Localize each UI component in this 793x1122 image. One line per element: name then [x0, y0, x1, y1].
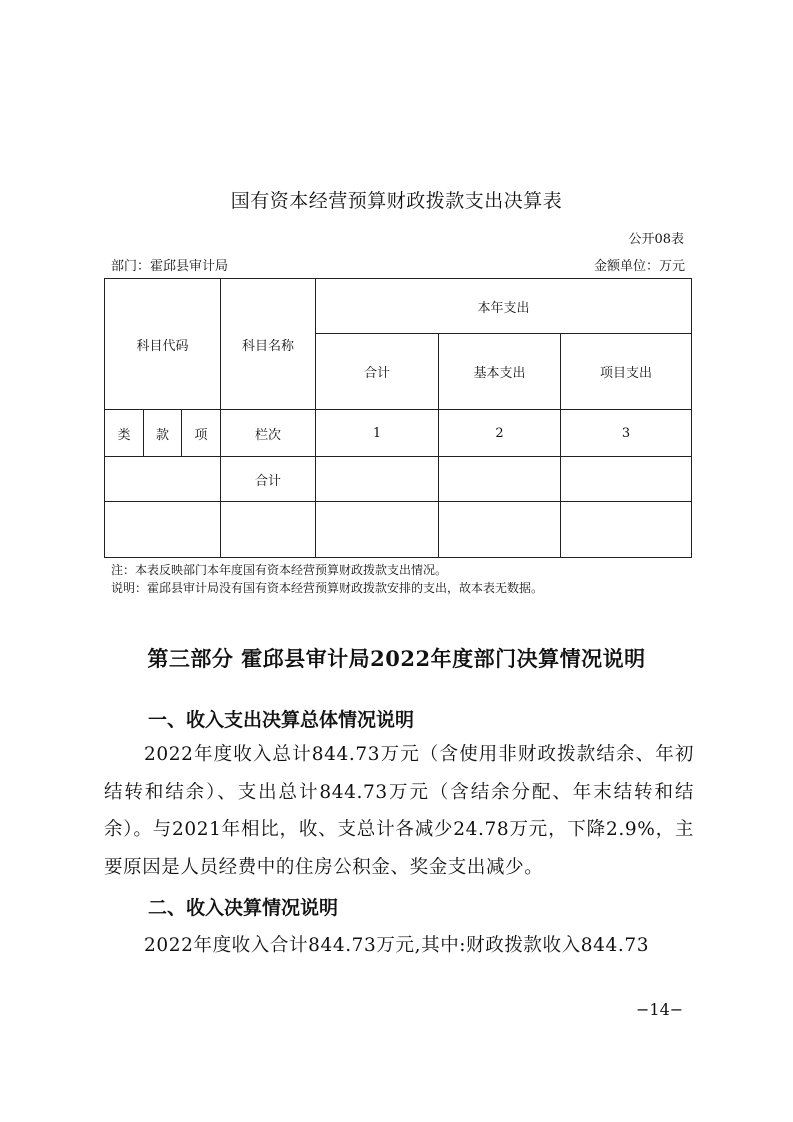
index-3: 3 — [561, 410, 692, 457]
sub-kuan: 款 — [144, 410, 182, 457]
paragraph-1: 2022年度收入总计844.73万元（含使用非财政拨款结余、年初结转和结余）、支出总计844.73万元（含结余分配、年末结转和结余）。与2021年相比，收、支总计各减少24.78万元，下降2.9%，主要原因是人员经费中的住房公积金、奖金支出减少。 — [104, 744, 694, 878]
expense-table — [104, 278, 692, 558]
index-1: 1 — [316, 410, 439, 457]
note-text: 注：本表反映部门本年度国有资本经营预算财政拨款支出情况。 — [111, 563, 448, 577]
explain-text: 说明：霍邱县审计局没有国有资本经营预算财政拨款安排的支出，故本表无数据。 — [111, 581, 544, 595]
index-2: 2 — [439, 410, 561, 457]
row-index-label: 栏次 — [221, 410, 316, 457]
heading-2: 二、收入决算情况说明 — [148, 897, 339, 919]
sub-lei: 类 — [105, 410, 144, 457]
header-subject-code: 科目代码 — [105, 279, 221, 410]
table-row — [105, 457, 692, 502]
header-basic: 基本支出 — [439, 334, 561, 410]
row-total-label: 合计 — [221, 457, 316, 502]
department-label: 部门：霍邱县审计局 — [111, 259, 229, 274]
sub-xiang: 项 — [182, 410, 221, 457]
table-title: 国有资本经营预算财政拨款支出决算表 — [230, 190, 563, 212]
unit-label: 金额单位：万元 — [593, 259, 685, 274]
table-row — [105, 502, 692, 558]
heading-1: 一、收入支出决算总体情况说明 — [148, 709, 415, 731]
paragraph-2: 2022年度收入合计844.73万元,其中:财政拨款收入844.73 — [144, 935, 650, 956]
table-code: 公开08表 — [628, 232, 684, 247]
header-project: 项目支出 — [561, 334, 692, 410]
page-number: −14− — [636, 1000, 684, 1019]
header-subject-name: 科目名称 — [221, 279, 316, 410]
table-notes — [111, 561, 543, 597]
header-total: 合计 — [316, 334, 439, 410]
section-title: 第三部分 霍邱县审计局2022年度部门决算情况说明 — [147, 646, 646, 671]
header-year-expense: 本年支出 — [316, 279, 692, 334]
